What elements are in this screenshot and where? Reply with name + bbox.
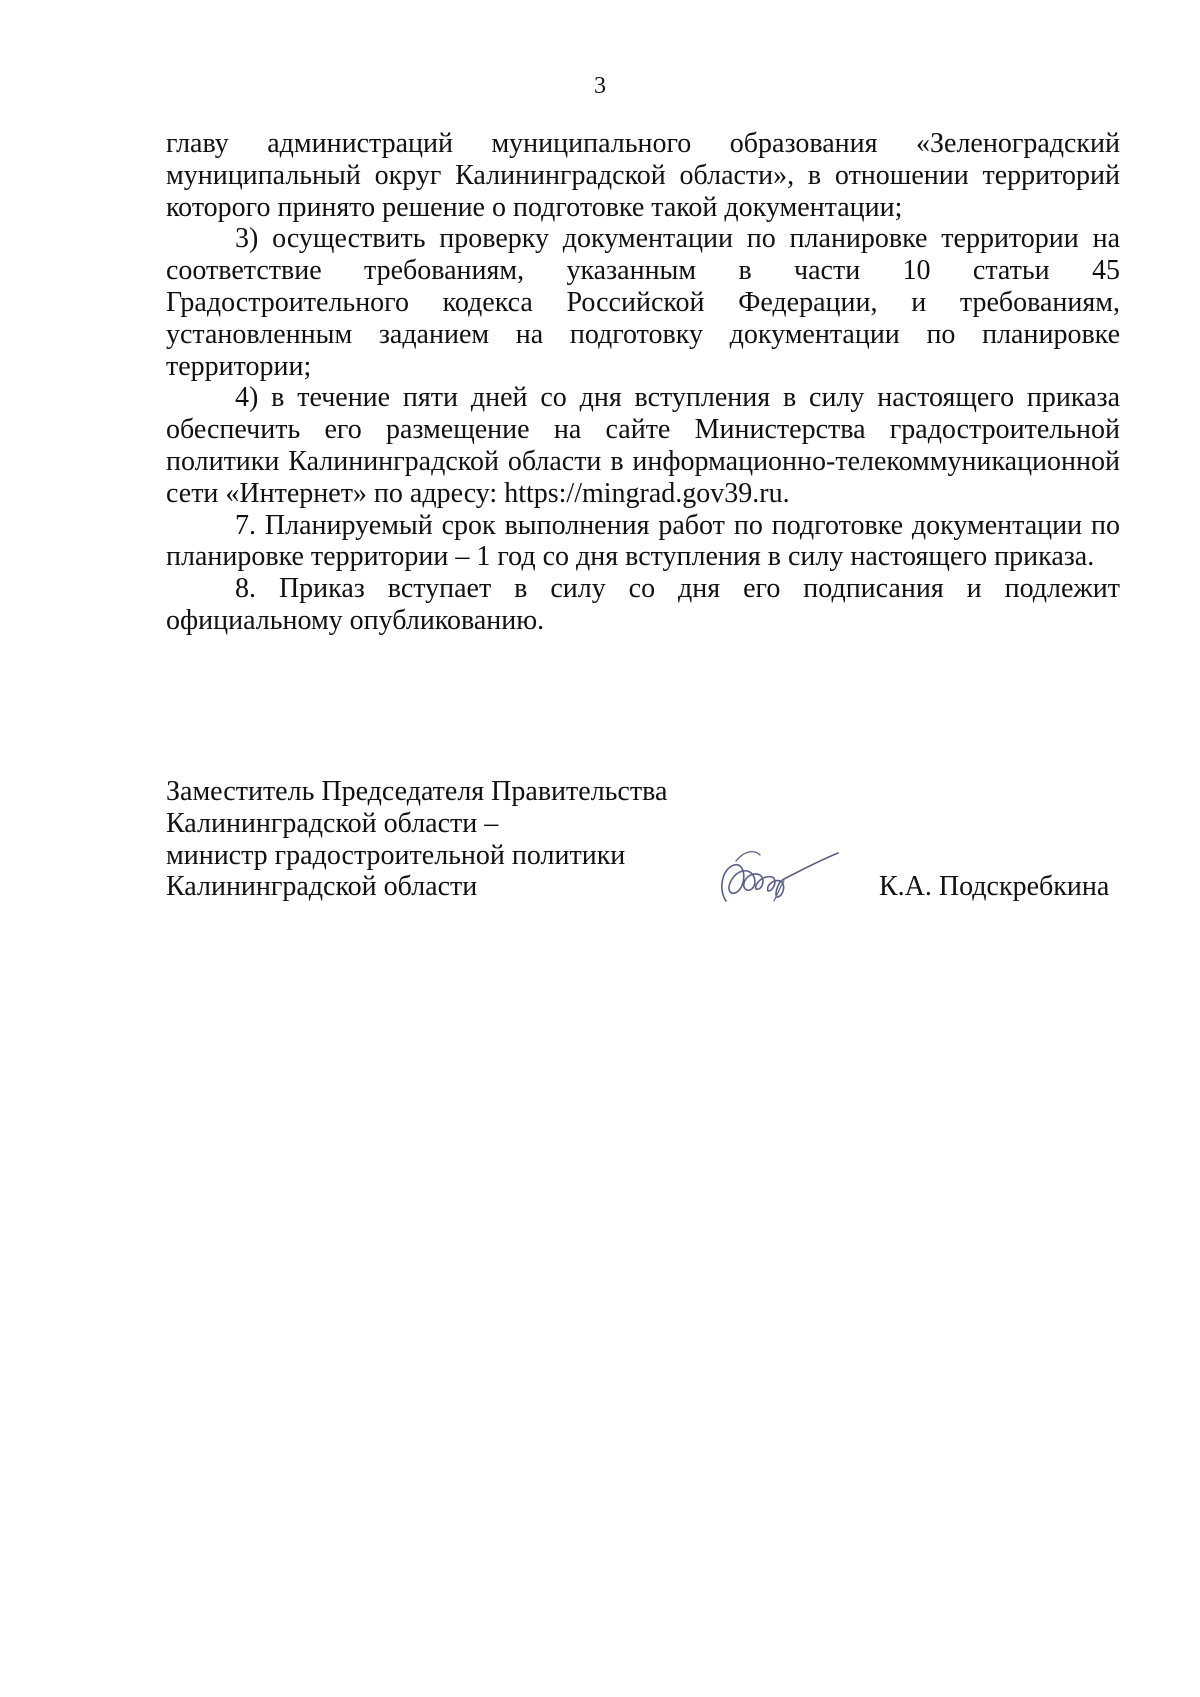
paragraph-item-3: 3) осуществить проверку документации по планировке территории на соответствие требованиям, указанным в части 10 статьи 45 Градостроительного кодекса Российской Федерации, и требованиям, установленным заданием на подготовку документации по планировке территории; [166,223,1120,382]
page-number: 3 [594,73,606,99]
signatory-title-line: Калининградской области [166,871,478,903]
signatory-title-line: Калининградской области – [166,807,499,839]
paragraph-item-7: 7. Планируемый срок выполнения работ по подготовке документации по планировке территории – 1 год со дня вступления в силу настоящего приказа. [166,509,1120,573]
paragraph-item-4: 4) в течение пяти дней со дня вступления в силу настоящего приказа обеспечить его размещение на сайте Министерства градостроительной политики Калининградской области в информационно-телекоммуникационной сети «Интернет» по адресу: https://mingrad.gov39.ru. [166,382,1120,509]
signature-block [166,776,1126,916]
paragraph-continuation: главу администраций муниципального образования «Зеленоградский муниципальный округ Калининградской области», в отношении территорий которого принято решение о подготовке такой документации; [166,128,1120,223]
signatory-title-line: Заместитель Председателя Правительства [166,776,668,807]
signatory-name: К.А. Подскребкина [879,871,1110,902]
paragraph-item-8: 8. Приказ вступает в силу со дня его подписания и подлежит официальному опубликованию. [166,573,1120,636]
signatory-title-line: министр градостроительной политики [166,839,626,871]
handwritten-signature [714,839,844,909]
document-body [166,128,1120,637]
